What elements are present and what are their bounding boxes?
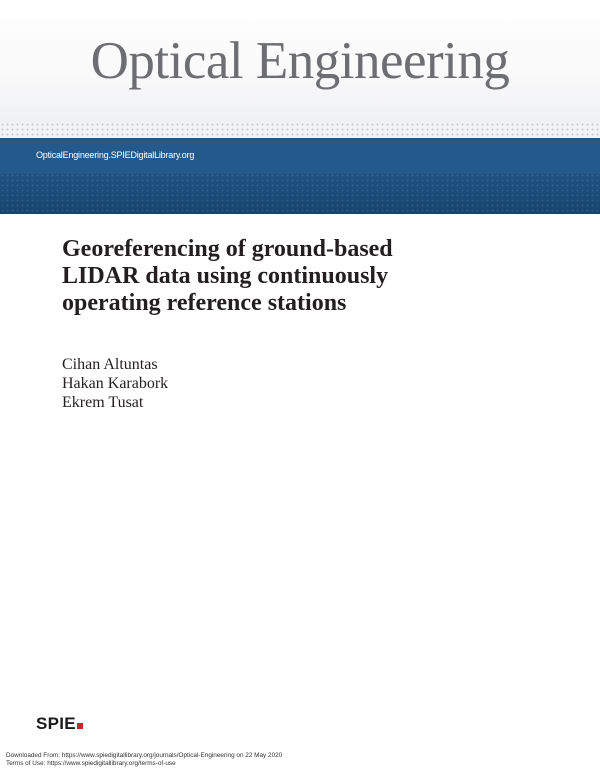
journal-url-link[interactable]: OpticalEngineering.SPIEDigitalLibrary.org [36, 150, 195, 160]
article-title-line: Georeferencing of ground-based [62, 236, 393, 262]
author-name: Ekrem Tusat [62, 394, 144, 411]
journal-masthead [0, 0, 600, 128]
author-list [62, 355, 168, 412]
spie-logo [36, 714, 83, 734]
decorative-dot-strip [0, 122, 600, 138]
download-footer [6, 752, 282, 768]
article-title-line: LIDAR data using continuously [62, 263, 389, 289]
spie-logo-text: SPIE [36, 714, 76, 733]
terms-of-use-link[interactable]: Terms of Use: https://www.spiedigitallibrary.org/terms-of-use [6, 760, 176, 767]
journal-title: Optical Engineering [90, 32, 510, 90]
download-notice: Downloaded From: https://www.spiedigitallibrary.org/journals/Optical-Engineering on 22 May 2020 [6, 752, 283, 759]
author-name: Cihan Altuntas [62, 356, 158, 373]
journal-banner [0, 138, 600, 214]
author-name: Hakan Karabork [62, 375, 169, 392]
spie-logo-dot-icon [77, 723, 83, 729]
article-title-line: operating reference stations [62, 290, 347, 316]
article-title [62, 236, 482, 317]
